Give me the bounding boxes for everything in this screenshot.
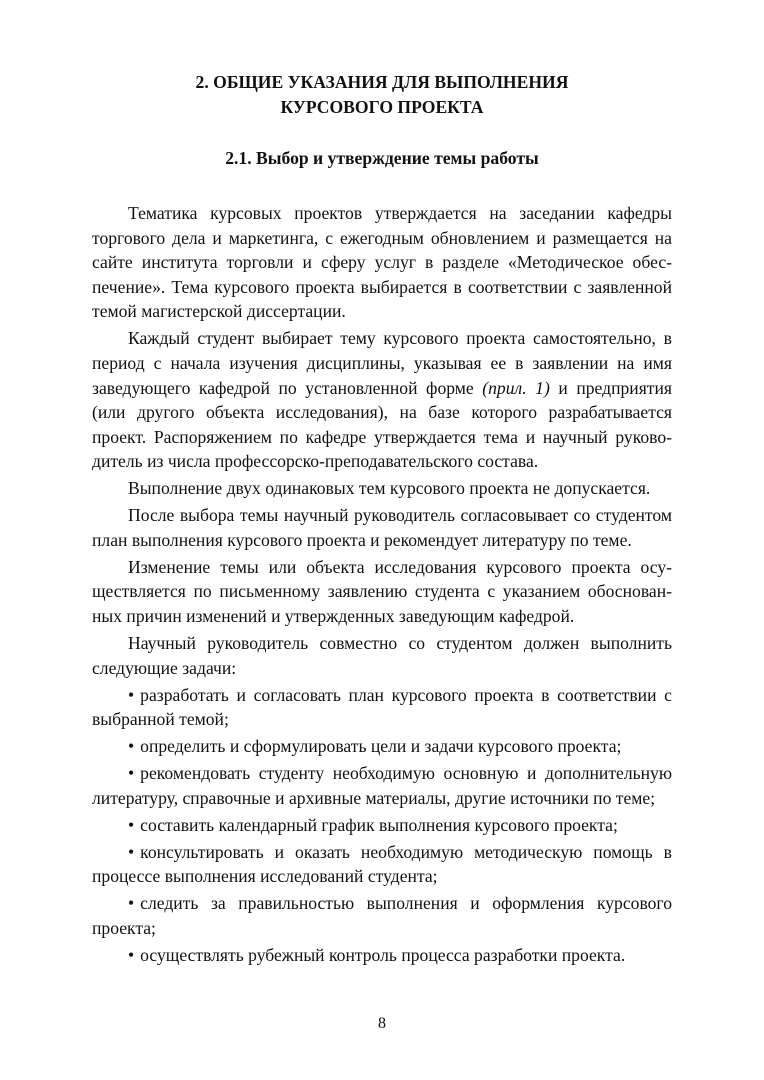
list-item-text: разработать и согласовать план курсового проекта в соответствии с выбранной темой; [92, 684, 672, 730]
list-item [92, 943, 672, 968]
paragraph-topic-choice-end: и предприятия (или другого объекта исследования), на базе которого разрабатывается проект. Распоряжением по кафедре утверждается тема и научный руководитель из числа профессорско-преподавательского состава. [92, 377, 672, 472]
bullet-icon: • [128, 893, 135, 914]
list-item [92, 813, 672, 838]
paragraph-topic-change: Изменение темы или объекта исследования курсового проекта осуществляется по письменному заявлению студента с указанием обоснованных причин изменений и утвержденных заведующим кафедрой. [92, 556, 672, 627]
supervisor-task-list [92, 683, 672, 968]
appendix-reference: (прил. 1) [482, 377, 550, 398]
paragraph-plan-agreement: После выбора темы научный руководитель согласовывает со студентом план выполнения курсового проекта и рекомендует литературу по теме. [92, 505, 672, 550]
list-item-text: составить календарный график выполнения курсового проекта; [140, 814, 618, 835]
paragraph-topic-choice-start: Каждый студент выбирает тему курсового проекта самостоятельно, в период с начала изучения дисциплины, указывая ее в заявлении на имя заведующего кафедрой по установленной форме [92, 328, 672, 398]
list-item-text: следить за правильностью выполнения и оформления курсового проекта; [92, 893, 672, 938]
paragraph-topics: Тематика курсовых проектов утверждается на заседании кафедры торгового дела и маркетинга, с ежегодным обновлением и размещается на сайте института торговли и сферу услуг в разделе «Методическое обеспечение». Тема курсового проекта выбирается в соответствии с заявленной темой магистерской диссертации. [92, 203, 672, 322]
section-title: 2.1. Выбор и утверждение темы работы [225, 148, 539, 168]
body-text [92, 201, 672, 968]
list-item-text: определить и сформулировать цели и задачи курсового проекта; [140, 736, 622, 757]
bullet-icon: • [128, 841, 135, 862]
list-item [92, 891, 672, 940]
list-item-text: консультировать и оказать необходимую методическую помощь в процессе выполнения исследований студента; [92, 841, 672, 887]
list-item [92, 683, 672, 732]
list-item-text: рекомендовать студенту необходимую основную и дополнительную литературу, справочные и архивные материалы, другие источники по теме; [92, 763, 672, 808]
bullet-icon: • [128, 736, 135, 757]
list-item-text: осуществлять рубежный контроль процесса разработки проекта. [140, 944, 626, 965]
bullet-icon: • [128, 684, 135, 705]
chapter-title-line-1: 2. ОБЩИЕ УКАЗАНИЯ ДЛЯ ВЫПОЛНЕНИЯ [195, 72, 569, 92]
paragraph-supervisor-tasks: Научный руководитель совместно со студентом должен выполнить следующие задачи: [92, 633, 672, 678]
page-number: 8 [378, 1015, 386, 1032]
bullet-icon: • [128, 944, 135, 965]
list-item [92, 734, 672, 759]
paragraph-topic-choice [92, 326, 672, 474]
paragraph-duplicate-topics: Выполнение двух одинаковых тем курсового проекта не допускается. [128, 478, 651, 499]
chapter-title-line-2: КУРСОВОГО ПРОЕКТА [280, 97, 484, 117]
bullet-icon: • [128, 763, 135, 784]
bullet-icon: • [128, 814, 135, 835]
chapter-title [92, 70, 672, 120]
list-item [92, 840, 672, 889]
list-item [92, 761, 672, 810]
document-page [92, 70, 672, 970]
